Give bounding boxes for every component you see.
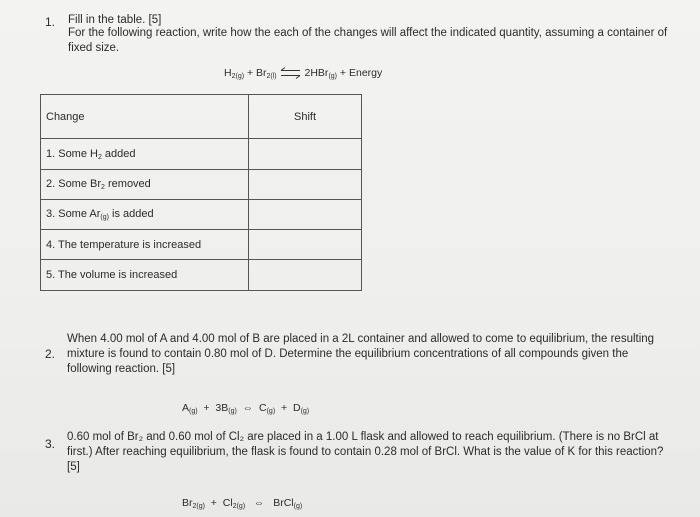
- shift-answer-cell[interactable]: [249, 170, 362, 200]
- q3-line3: [5]: [67, 461, 80, 473]
- eq-energy: + Energy: [339, 67, 383, 79]
- q2-line3: following reaction. [5]: [67, 363, 176, 375]
- shift-answer-cell[interactable]: [249, 139, 362, 170]
- q3-line1: 0.60 mol of Br₂ and 0.60 mol of Cl₂ are placed in a 1.00 L flask and allowed to reach equilibrium. (There is no BrCl at: [67, 431, 659, 443]
- q1-instruction: For the following reaction, write how the each of the changes will affect the indicated quantity, assuming a container of fixed size.: [68, 27, 668, 54]
- table-row: [41, 230, 362, 260]
- eq-plus: +: [246, 67, 254, 79]
- q1-title: Fill in the table. [5]: [68, 14, 162, 26]
- q2-line2: mixture is found to contain 0.80 mol of D. Determine the equilibrium concentrations of all compounds given the: [67, 348, 629, 360]
- table-header-row: [41, 95, 362, 139]
- change-cell: 4. The temperature is increased: [41, 230, 249, 260]
- equilibrium-double-arrow-icon: ⇔: [242, 402, 254, 414]
- shift-answer-cell[interactable]: [249, 200, 362, 230]
- eq-h2: $H_{2(g)}$: [224, 67, 245, 80]
- q2-equation: $A_{(g)} + 3B_{(g)}$ ⇔ $C_{(g)} + D_{(g)}$: [182, 402, 310, 415]
- change-shift-table: [40, 94, 362, 291]
- q2-line1: When 4.00 mol of A and 4.00 mol of B are placed in a 2L container and allowed to come to equilibrium, the resulting: [67, 333, 655, 345]
- q3-number: 3.: [45, 437, 56, 451]
- q2-number: 2.: [45, 347, 56, 361]
- change-cell: 2. Some $Br_2$ removed: [41, 170, 249, 200]
- q1-number: 1.: [45, 15, 56, 29]
- table-row: [41, 260, 362, 291]
- shift-answer-cell[interactable]: [249, 230, 362, 260]
- q3-line2: first.) After reaching equilibrium, the flask is found to contain 0.28 mol of BrCl. What is the value of K for this reaction?: [67, 446, 664, 458]
- q1-equation: [224, 67, 382, 80]
- header-shift: Shift: [249, 95, 362, 139]
- equilibrium-double-arrow-icon: ⇔: [253, 497, 265, 509]
- equilibrium-arrows-icon: [280, 67, 302, 79]
- eq-hbr: 2HBr$_{(g)}$: [304, 67, 337, 80]
- q3-equation: $Br_{2(g)} + Cl_{2(g)}$ ⇔ BrCl$_{(g)}$: [182, 497, 303, 510]
- header-change: Change: [41, 95, 249, 139]
- change-cell: 1. Some $H_2$ added: [41, 139, 249, 170]
- change-cell: 5. The volume is increased: [41, 260, 249, 291]
- table-row: [41, 200, 362, 230]
- change-cell: 3. Some $Ar_{(g)}$ is added: [41, 200, 249, 230]
- table-row: [41, 170, 362, 200]
- eq-br2: $Br_{2(l)}$: [256, 67, 277, 80]
- table-row: [41, 139, 362, 170]
- shift-answer-cell[interactable]: [249, 260, 362, 291]
